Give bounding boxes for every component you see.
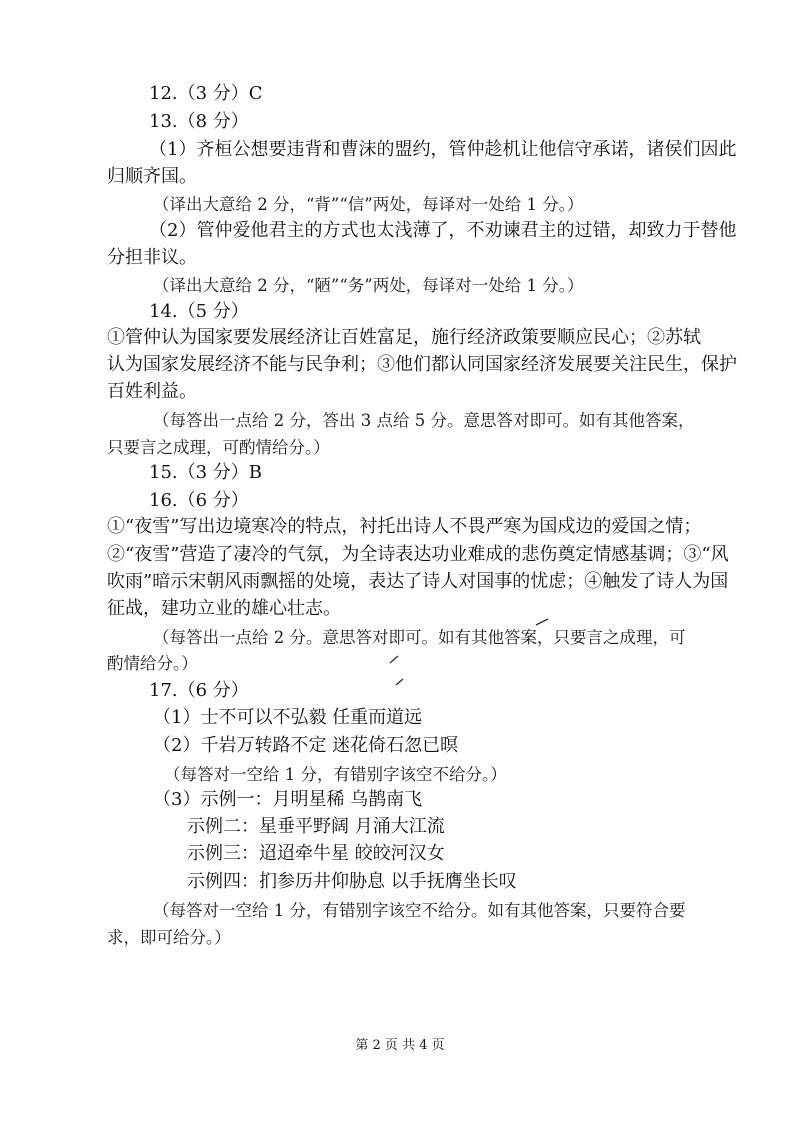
scoring-note-16-line-2: 酌情给分。） [107,654,198,673]
answer-13-2-line-2: 分担非议。 [107,247,197,268]
scoring-note-17-1-2: （每答对一空给 1 分，有错别字该空不给分。） [164,765,507,784]
answer-16-line-2: ②“夜雪”营造了凄冷的气氛，为全诗表达功业难成的悲伤奠定情感基调；③“风 [107,544,729,565]
scoring-note-13-2: （译出大意给 2 分，“陋”“务”两处，每译对一处给 1 分。） [153,276,584,295]
answer-14-line-1: ①管仲认为国家要发展经济让百姓富足，施行经济政策要顺应民心；②苏轼 [107,327,701,348]
answer-16-line-1: ①“夜雪”写出边境寒冷的特点，衬托出诗人不畏严寒为国戍边的爱国之情； [107,516,702,537]
answer-13-1-line-1: （1）齐桓公想要违背和曹沫的盟约，管仲趁机让他信守承诺，诸侯们因此 [149,139,737,160]
page-number: 第 2 页 共 4 页 [355,1038,445,1053]
answer-17-3-example-2: 示例二：星垂平野阔 月涌大江流 [187,816,445,837]
answer-17-3-example-3: 示例三：迢迢牵牛星 皎皎河汉女 [187,843,445,864]
answer-16-line-3: 吹雨”暗示宋朝风雨飘摇的处境，表达了诗人对国事的忧虑；④触发了诗人为国 [107,571,729,592]
answer-16-header: 16.（6 分） [149,490,249,511]
answer-13-header: 13.（8 分） [149,111,249,132]
scoring-note-17-line-2: 求，即可给分。） [107,928,231,947]
answer-17-header: 17.（6 分） [149,680,249,701]
answer-17-2: （2）千岩万转路不定 迷花倚石忽已暝 [153,735,459,756]
answer-14-header: 14.（5 分） [149,301,249,322]
answer-14-line-3: 百姓利益。 [107,381,197,402]
answer-17-3-example-4: 示例四：扪参历井仰胁息 以手抚膺坐长叹 [187,871,517,892]
pen-mark [396,679,403,685]
scoring-note-14-line-2: 只要言之成理，可酌情给分。） [107,438,330,457]
answer-16-line-4: 征战，建功立业的雄心壮志。 [107,598,341,619]
pen-mark [536,619,548,625]
answer-13-1-line-2: 归顺齐国。 [107,166,197,187]
answer-12: 12.（3 分）C [149,83,263,104]
scoring-note-16-line-1: （每答出一点给 2 分。意思答对即可。如有其他答案，只要言之成理，可 [153,628,686,647]
answer-17-3-example-1: （3）示例一：月明星稀 乌鹊南飞 [153,789,423,810]
answer-14-line-2: 认为国家发展经济不能与民争利；③他们都认同国家经济发展要关注民生，保护 [107,354,737,375]
pen-mark [390,656,398,663]
answer-13-2-line-1: （2）管仲爱他君主的方式也太浅薄了，不劝谏君主的过错，却致力于替他 [149,220,737,241]
answer-17-1: （1）士不可以不弘毅 任重而道远 [153,707,423,728]
answer-15: 15.（3 分）B [149,462,263,483]
scoring-note-14-line-1: （每答出一点给 2 分，答出 3 点给 5 分。意思答对即可。如有其他答案， [153,411,695,430]
scoring-note-17-line-1: （每答对一空给 1 分，有错别字该空不给分。如有其他答案，只要符合要 [153,901,686,920]
scoring-note-13-1: （译出大意给 2 分，“背”“信”两处，每译对一处给 1 分。） [153,195,584,214]
